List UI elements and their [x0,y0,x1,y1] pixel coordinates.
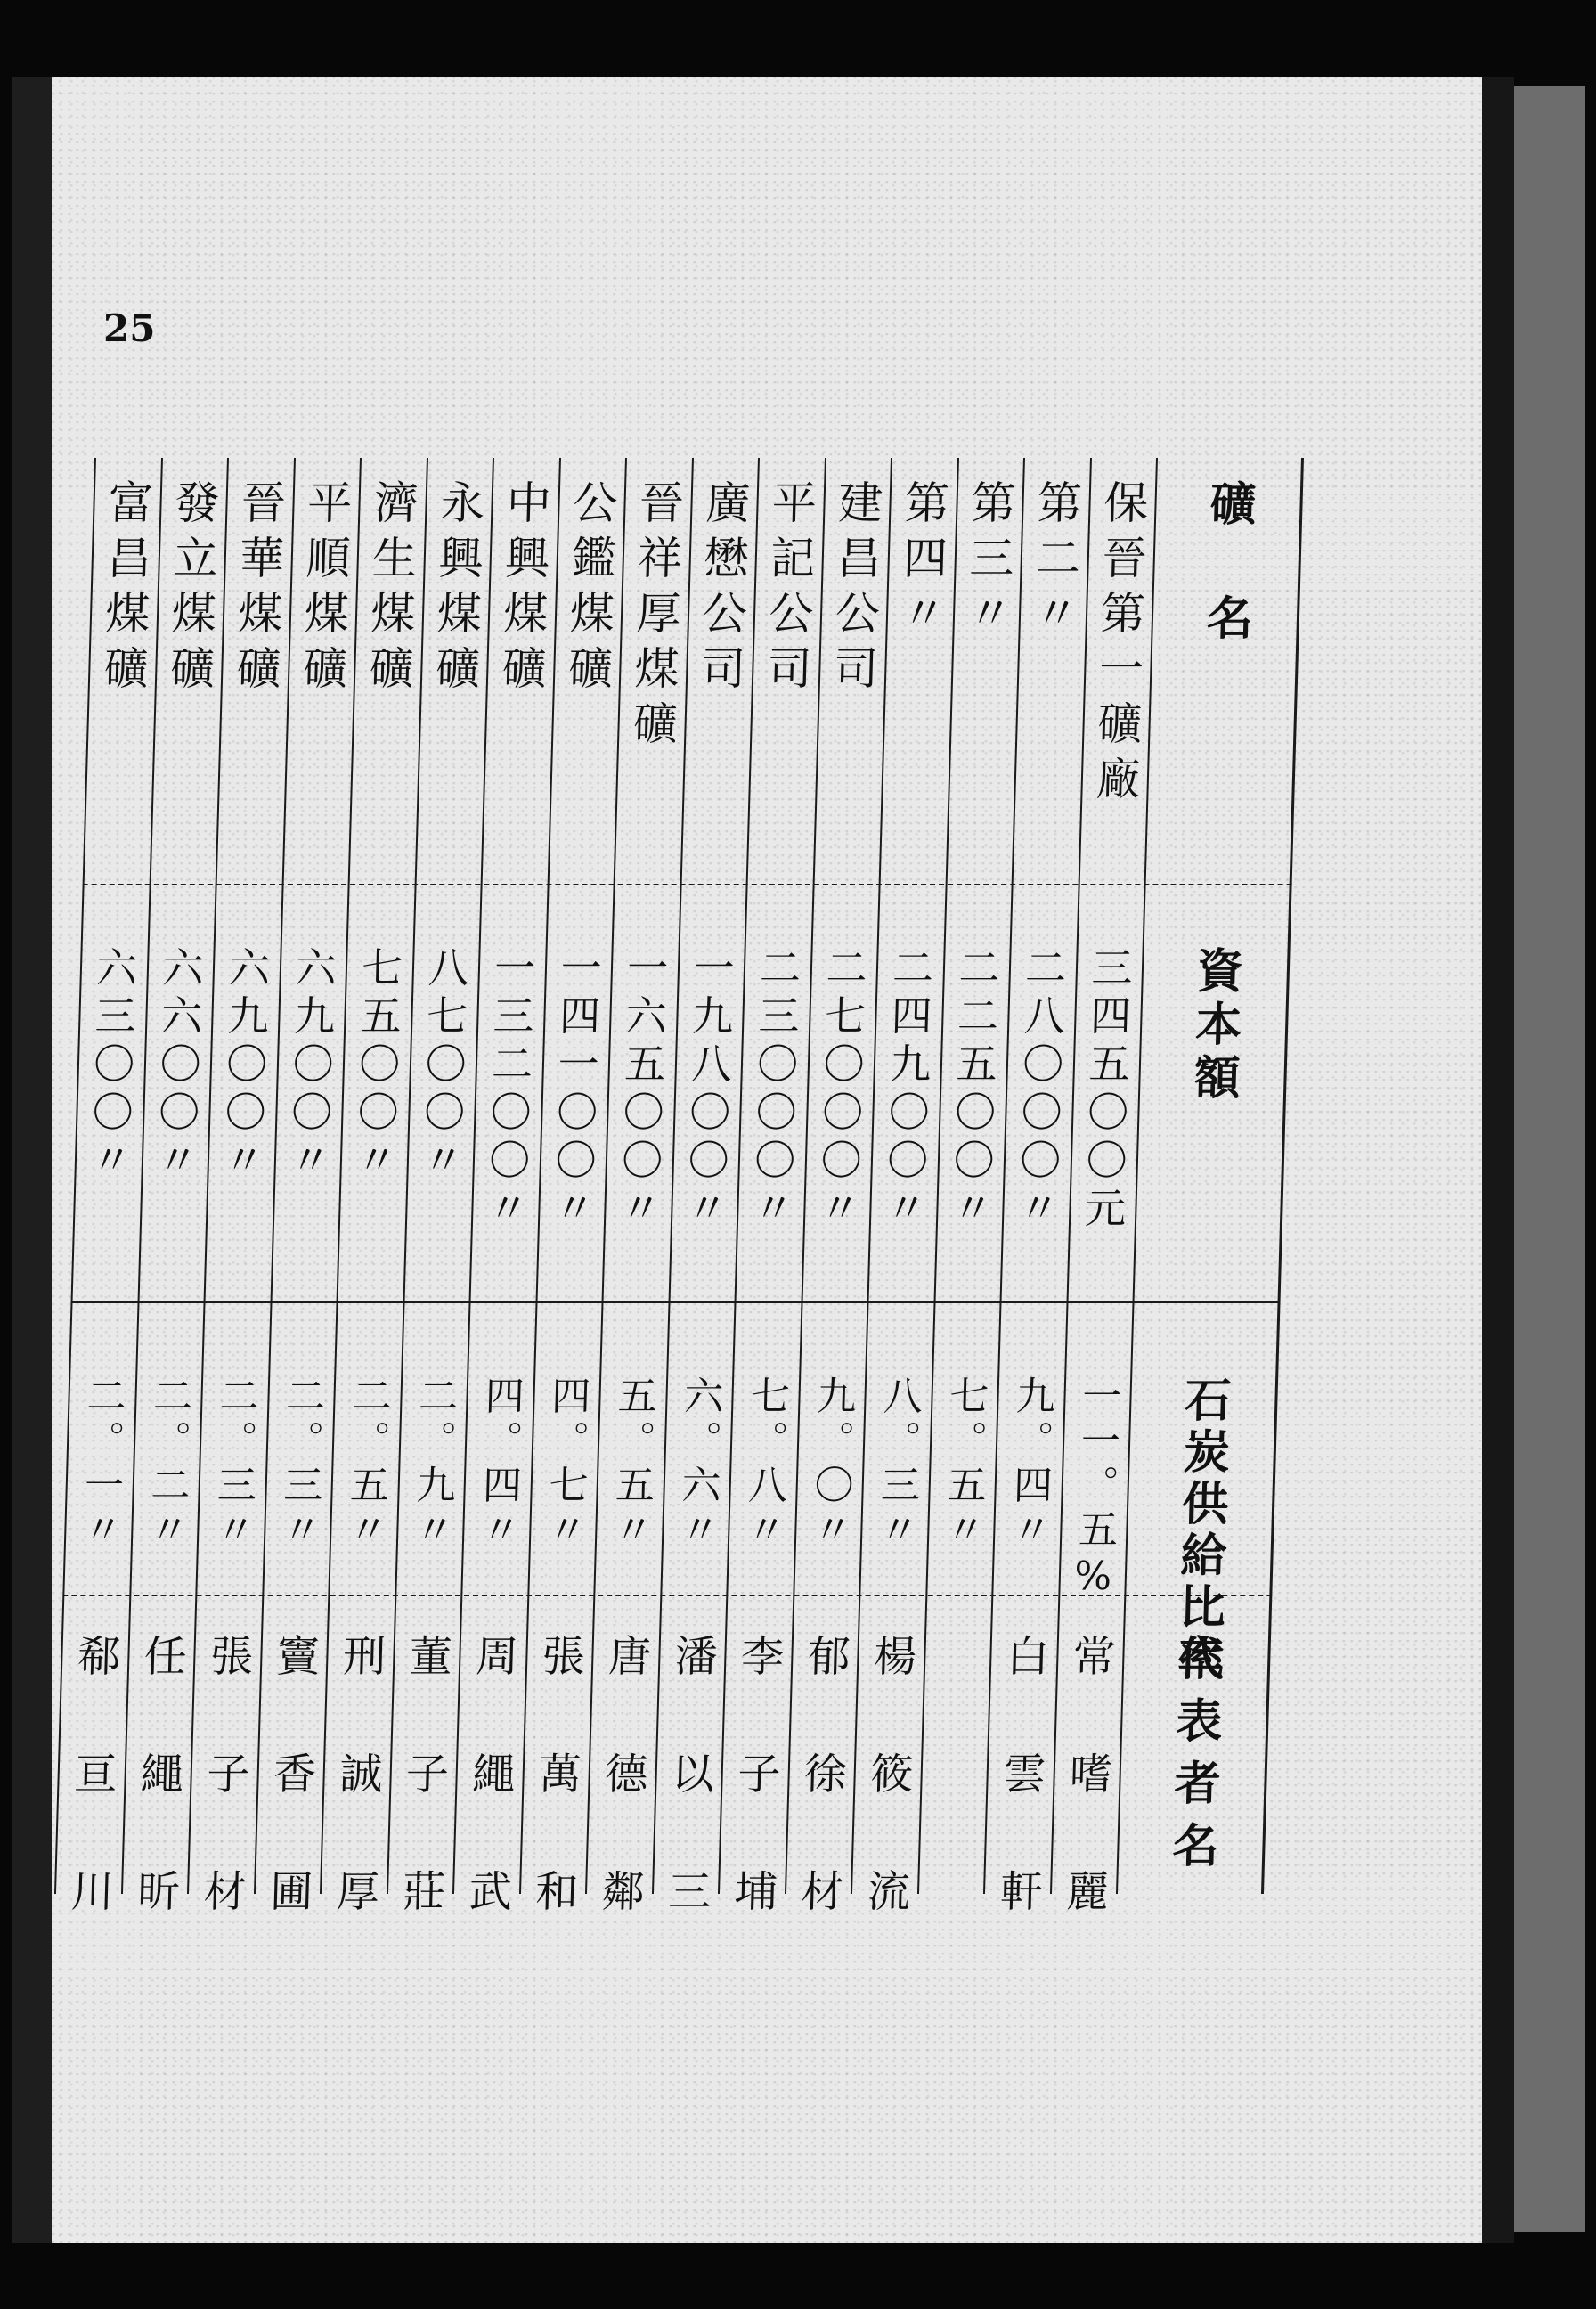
cell-capital: 三四五〇〇元 [1078,946,1135,1235]
cell-capital: 一三二〇〇〃 [480,946,537,1235]
cell-rep: 郗 亘 川 [62,1634,121,1928]
cell-name: 永興煤礦 [428,479,486,700]
cell-name: 第四〃 [893,479,950,645]
cell-ratio: 四。四〃 [473,1375,525,1554]
cell-capital: 二四九〇〇〃 [878,946,935,1235]
cell-name: 晉華煤礦 [228,479,287,700]
cell-name: 公鑑煤礦 [560,479,619,700]
cell-capital: 六六〇〇〃 [150,946,206,1187]
cell-rep: 張 萬 和 [526,1634,585,1928]
cell-rep: 刑 誠 厚 [328,1634,387,1928]
cell-capital: 二三〇〇〇〃 [745,946,802,1235]
cell-ratio: 二。三〃 [274,1375,325,1554]
adjacent-page [1514,86,1585,2232]
cell-ratio: 一一。五% [1069,1375,1121,1604]
cell-capital: 八七〇〇〃 [415,946,471,1187]
cell-rep: 郁 徐 材 [792,1634,851,1928]
cell-capital: 二八〇〇〇〃 [1011,946,1068,1235]
cell-name: 平順煤礦 [295,479,354,700]
cell-capital: 一四一〇〇〃 [547,946,604,1235]
cell-ratio: 八。三〃 [871,1375,923,1554]
header-ratio: 石炭供給比率 [1168,1375,1232,1685]
cell-name: 平記公司 [759,479,818,700]
cell-rep: 唐 德 鄰 [593,1634,652,1928]
cell-name: 中興煤礦 [493,479,552,700]
cell-name: 建昌公司 [826,479,884,700]
cell-rep: 董 子 莊 [394,1634,452,1928]
cell-rep: 周 繩 武 [460,1634,519,1928]
cell-rep: 楊 筱 流 [859,1634,917,1928]
cell-rep: 竇 香 圃 [261,1634,320,1928]
cell-name: 廣懋公司 [693,479,752,700]
cell-rep: 常 嗜 麗 [1057,1634,1116,1928]
cell-capital: 六三〇〇〃 [84,946,139,1187]
cell-name: 發立煤礦 [162,479,221,700]
cell-rep: 白 雲 軒 [991,1634,1050,1928]
cell-capital: 一九八〇〇〃 [680,946,737,1235]
cell-ratio: 二。九〃 [407,1375,458,1554]
cell-capital: 一六五〇〇〃 [613,946,670,1235]
page-edge-shadow [1482,77,1514,2243]
cell-capital: 六九〇〇〃 [216,946,272,1187]
cell-name: 第三〃 [959,479,1017,645]
binding-edge [12,77,52,2243]
cell-ratio: 二。一〃 [75,1375,126,1554]
cell-name: 濟生煤礦 [361,479,419,700]
cell-rep: 李 子 埔 [726,1634,785,1928]
cell-rep: 潘 以 三 [659,1634,718,1928]
cell-ratio: 二。二〃 [142,1375,192,1554]
cell-capital: 七五〇〇〃 [349,946,404,1187]
cell-ratio: 六。六〃 [672,1375,723,1554]
cell-ratio: 七。五〃 [938,1375,989,1554]
cell-capital: 二七〇〇〇〃 [812,946,869,1235]
cell-ratio: 二。三〃 [208,1375,259,1554]
cell-ratio: 九。四〃 [1004,1375,1055,1554]
cell-name: 第二〃 [1026,479,1083,645]
cell-ratio: 四。七〃 [540,1375,590,1554]
cell-capital: 六九〇〇〃 [282,946,338,1187]
cell-rep: 任 繩 昕 [128,1634,187,1928]
page-number: 25 [103,306,156,350]
cell-name: 晉祥厚煤礦 [624,479,685,755]
header-capital: 資本額 [1185,946,1244,1106]
cell-ratio: 七。八〃 [738,1375,790,1554]
header-rep: 代表者名 [1162,1634,1225,1883]
cell-ratio: 五。五〃 [606,1375,657,1554]
mine-table [54,458,1304,1928]
cell-capital: 二二五〇〇〃 [945,946,1002,1235]
cell-rep: 張 子 材 [195,1634,254,1928]
cell-ratio: 九。〇〃 [805,1375,856,1554]
cell-name: 保晉第一礦廠 [1087,479,1150,811]
cell-ratio: 二。五〃 [340,1375,392,1554]
cell-name: 富昌煤礦 [95,479,154,700]
header-name: 礦 名 [1197,479,1257,650]
